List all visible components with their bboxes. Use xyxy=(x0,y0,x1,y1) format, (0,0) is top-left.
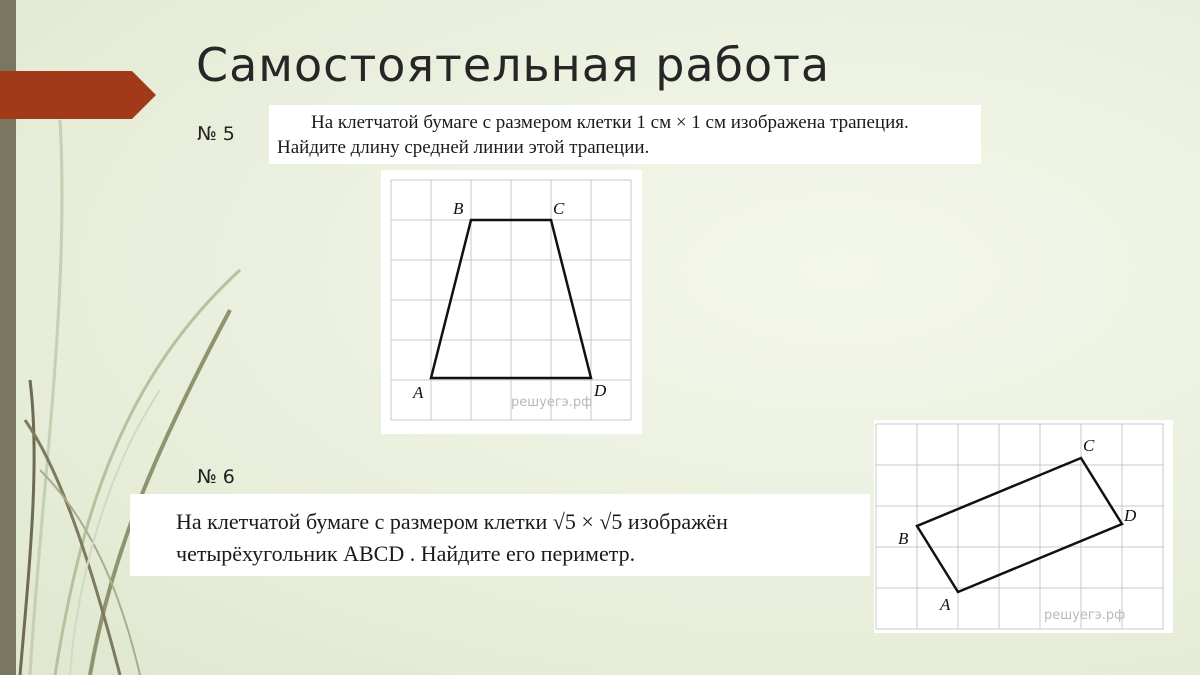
trapezoid-figure xyxy=(381,170,642,434)
watermark: решуегэ.рф xyxy=(1044,608,1126,623)
problem5-text-line2: Найдите длину средней линии этой трапеции. xyxy=(277,137,650,158)
vertex-label-a: A xyxy=(940,595,951,614)
problem6-statement xyxy=(130,494,870,576)
vertex-label-b: B xyxy=(453,199,464,218)
grid-lines xyxy=(876,424,1164,629)
problem6-number: № 6 xyxy=(197,466,235,488)
title-accent-arrow xyxy=(0,71,156,119)
vertex-label-d: D xyxy=(1124,506,1137,525)
vertex-label-c: C xyxy=(553,199,565,218)
vertex-label-b: B xyxy=(898,529,909,548)
slide-title: Самостоятельная работа xyxy=(196,38,831,92)
vertex-label-c: C xyxy=(1083,436,1095,455)
vertex-label-a: A xyxy=(413,383,424,402)
problem6-text-line1: На клетчатой бумаге с размером клетки √5 × √5 изображён xyxy=(176,509,728,534)
quadrilateral-figure xyxy=(874,420,1173,633)
problem5-text-line1: На клетчатой бумаге с размером клетки 1 см × 1 см изображена трапеция. xyxy=(311,112,909,133)
watermark: решуегэ.рф xyxy=(511,395,593,410)
problem6-text-line2: четырёхугольник ABCD . Найдите его периметр. xyxy=(176,541,636,566)
problem5-statement xyxy=(269,105,981,164)
vertex-label-d: D xyxy=(594,381,607,400)
problem5-number: № 5 xyxy=(197,123,235,145)
quadrilateral-shape xyxy=(917,458,1122,592)
